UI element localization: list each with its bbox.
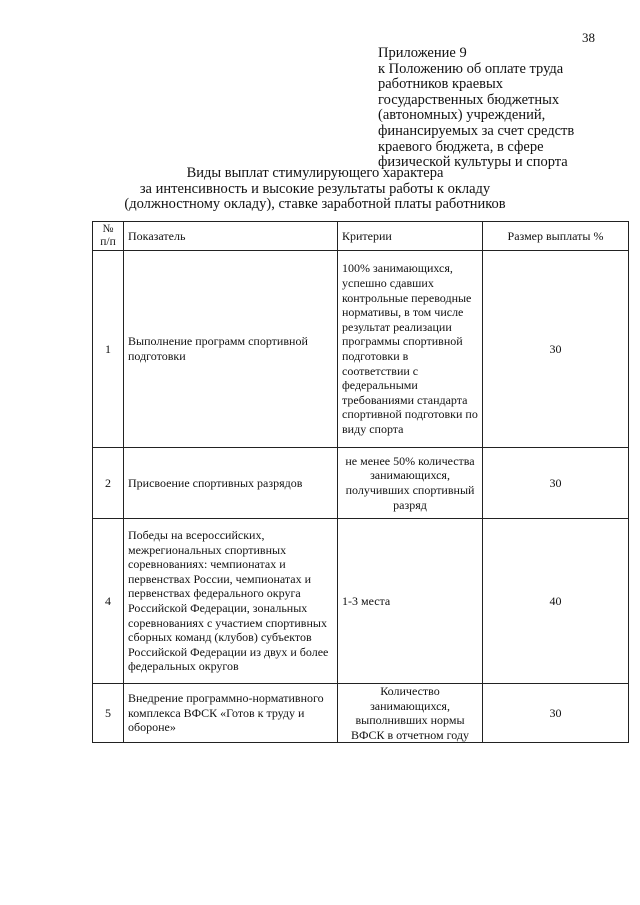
document-title [90,166,540,213]
appendix-line: работников краевых [378,76,504,93]
row-criteria: Количество занимающихся, выполнивших нормы ВФСК в отчетном году [338,684,483,743]
row-size: 30 [483,448,629,519]
payments-table [92,221,629,743]
appendix-line: физической культуры и спорта [378,154,568,171]
header-criteria: Критерии [338,222,483,251]
table-header-row [93,222,629,251]
row-num: 1 [93,251,124,448]
header-num: № п/п [93,222,124,251]
row-criteria: 100% занимающихся, успешно сдавших контрольные переводные нормативы, в том числе результат реализации программы спортивной подготовки в соответствии с федеральными требованиями стандарта спортивной подготовки по виду спорта [338,251,483,448]
appendix-line: к Положению об оплате труда [378,60,564,77]
table-row [93,684,629,743]
header-indicator: Показатель [124,222,338,251]
table-row [93,519,629,684]
title-line: (должностному окладу), ставке заработной платы работников [124,196,506,213]
table-row [93,251,629,448]
row-size: 40 [483,519,629,684]
appendix-line: (автономных) учреждений, [378,107,546,124]
appendix-line: финансируемых за счет средств [378,122,575,139]
row-indicator: Присвоение спортивных разрядов [124,448,338,519]
row-criteria: не менее 50% количества занимающихся, получивших спортивный разряд [338,448,483,519]
row-indicator: Победы на всероссийских, межрегиональных спортивных соревнованиях: чемпионатах и первенствах России, чемпионатах и первенствах федерального округа Российской Федерации, зональных соревнованиях с участием спортивных сборных команд (клубов) субъектов Российской Федерации из двух и более федеральных округов [124,519,338,684]
row-size: 30 [483,684,629,743]
appendix-header [378,46,618,171]
row-num: 5 [93,684,124,743]
row-indicator: Выполнение программ спортивной подготовки [124,251,338,448]
row-criteria: 1-3 места [338,519,483,684]
table-row [93,448,629,519]
title-line: Виды выплат стимулирующего характера [186,165,444,181]
row-num: 4 [93,519,124,684]
row-size: 30 [483,251,629,448]
header-size: Размер выплаты % [483,222,629,251]
page-number: 38 [582,30,595,45]
row-num: 2 [93,448,124,519]
title-line: за интенсивность и высокие результаты работы к окладу [139,180,491,197]
appendix-line: Приложение 9 [378,45,467,61]
appendix-line: государственных бюджетных [378,91,560,108]
row-indicator: Внедрение программно-нормативного комплекса ВФСК «Готов к труду и обороне» [124,684,338,743]
appendix-line: краевого бюджета, в сфере [378,138,544,155]
